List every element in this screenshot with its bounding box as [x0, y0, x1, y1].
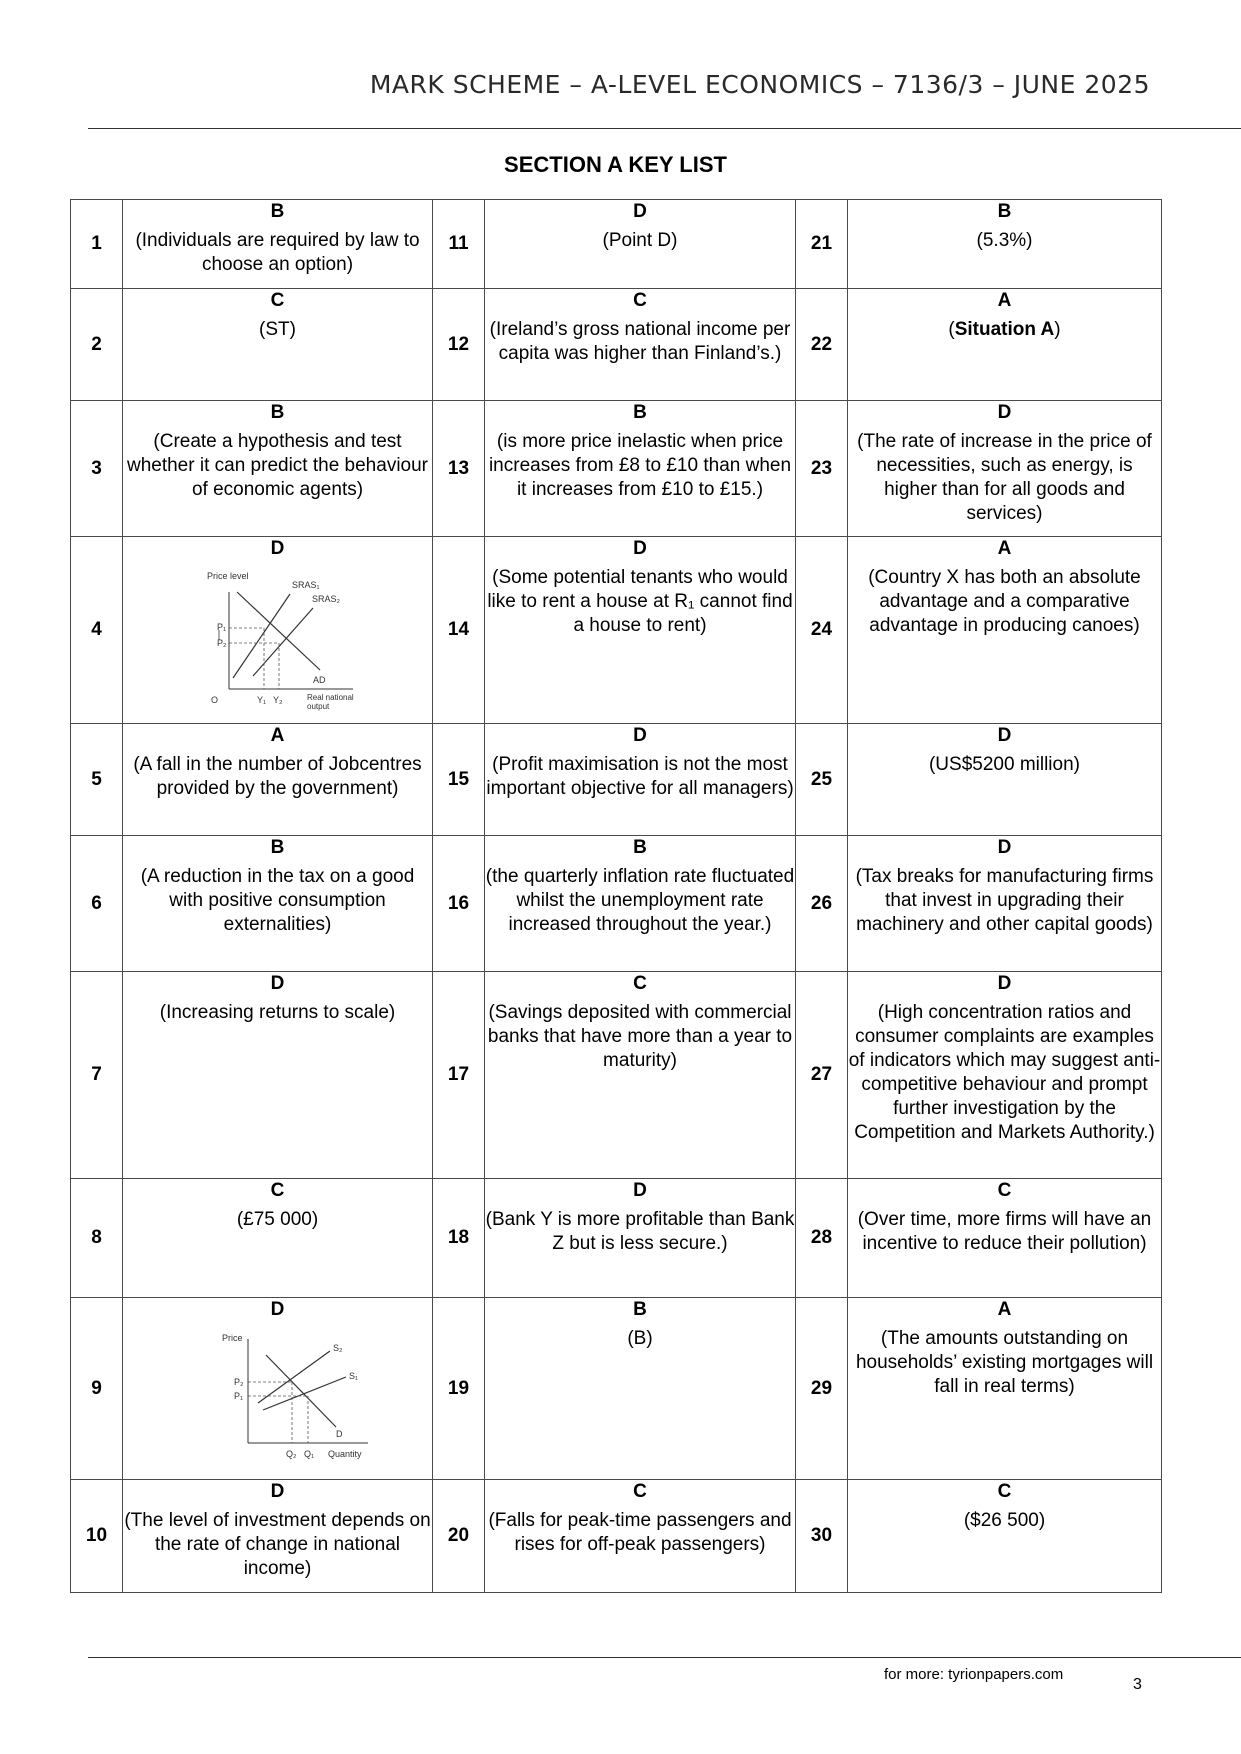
answer-cell	[848, 537, 1162, 724]
key-list-table	[70, 199, 1162, 1593]
diagram-x-axis-label: Quantity	[327, 1449, 362, 1459]
answer-explanation: (High concentration ratios and consumer complaints are examples of indicators which may suggest anti-competitive behaviour and prompt further investigation by the Competition and Markets Authority.)	[848, 1002, 1161, 1143]
q1-label: Q₁	[303, 1449, 314, 1459]
answer-letter: A	[997, 290, 1012, 311]
answer-letter: B	[270, 201, 285, 222]
question-number: 7	[71, 972, 123, 1179]
question-number: 28	[796, 1179, 848, 1298]
answer-letter: D	[633, 201, 647, 222]
question-number: 16	[433, 836, 485, 972]
answer-letter: B	[633, 1299, 647, 1320]
question-number: 19	[433, 1298, 485, 1480]
question-number: 12	[433, 289, 485, 401]
question-number: 26	[796, 836, 848, 972]
table-row	[71, 1298, 1162, 1480]
table-row	[71, 200, 1162, 289]
question-number: 30	[796, 1480, 848, 1593]
answer-letter: D	[997, 837, 1012, 858]
answer-explanation: (Ireland’s gross national income per capita was higher than Finland’s.)	[489, 319, 791, 364]
supply-demand-diagram	[178, 1327, 378, 1467]
answer-explanation: (A reduction in the tax on a good with positive consumption externalities)	[140, 866, 415, 935]
question-number: 20	[433, 1480, 485, 1593]
answer-explanation: (£75 000)	[236, 1209, 319, 1230]
answer-explanation: (Bank Y is more profitable than Bank Z but is less secure.)	[485, 1209, 795, 1254]
answer-cell	[485, 289, 796, 401]
answer-letter: D	[997, 973, 1012, 994]
diagram-y-axis-label: Price level	[206, 571, 249, 581]
answer-explanation: (ST)	[259, 319, 296, 340]
answer-letter: B	[270, 837, 285, 858]
question-number: 8	[71, 1179, 123, 1298]
answer-explanation: (US$5200 million)	[928, 754, 1080, 775]
p2-label: P₂	[216, 638, 226, 648]
sras2-label: SRAS₂	[311, 594, 340, 604]
question-number: 23	[796, 401, 848, 537]
answer-explanation: (Country X has both an absolute advantage and a comparative advantage in producing canoes)	[868, 567, 1141, 636]
answer-letter: B	[633, 837, 647, 858]
ad-sras-diagram	[173, 566, 383, 716]
p1-label: P₁	[216, 622, 226, 632]
question-number: 29	[796, 1298, 848, 1480]
table-row	[71, 401, 1162, 537]
answer-explanation: (Over time, more firms will have an incentive to reduce their pollution)	[857, 1209, 1152, 1254]
demand-curve	[266, 1355, 336, 1427]
answer-cell	[485, 1480, 796, 1593]
answer-explanation: (The amounts outstanding on households’ existing mortgages will fall in real terms)	[855, 1328, 1154, 1397]
ad-curve	[237, 592, 320, 670]
answer-explanation: (The rate of increase in the price of necessities, such as energy, is higher than for all goods and services)	[857, 431, 1152, 524]
question-number: 1	[71, 200, 123, 289]
answer-cell	[123, 1179, 433, 1298]
origin-label: O	[210, 695, 218, 705]
answer-explanation: (Profit maximisation is not the most important objective for all managers)	[486, 754, 794, 799]
answer-letter: D	[270, 538, 285, 559]
answer-cell	[485, 972, 796, 1179]
question-number: 18	[433, 1179, 485, 1298]
diagram-y-axis-label: Price	[221, 1333, 243, 1343]
answer-letter: C	[270, 290, 285, 311]
answer-letter: D	[633, 725, 647, 746]
answer-explanation: (B)	[627, 1328, 653, 1349]
answer-explanation: (5.3%)	[976, 230, 1033, 251]
answer-cell	[848, 1298, 1162, 1480]
answer-emphasis: Situation A	[954, 319, 1055, 340]
ad-label: AD	[312, 675, 326, 685]
s2-curve	[258, 1351, 330, 1403]
table-row	[71, 537, 1162, 724]
question-number: 2	[71, 289, 123, 401]
answer-letter: C	[633, 973, 647, 994]
answer-explanation: (Falls for peak-time passengers and rises for off-peak passengers)	[488, 1510, 792, 1555]
question-number: 17	[433, 972, 485, 1179]
answer-explanation: (Increasing returns to scale)	[159, 1002, 396, 1023]
answer-cell	[485, 1298, 796, 1480]
answer-cell	[123, 1480, 433, 1593]
answer-explanation: (is more price inelastic when price increases from £8 to £10 than when it increases from £10 to £15.)	[488, 431, 792, 500]
answer-cell	[123, 724, 433, 836]
answer-cell	[485, 401, 796, 537]
footer-rule	[88, 1657, 1241, 1658]
answer-explanation: (the quarterly inflation rate fluctuated whilst the unemployment rate increased throughout the year.)	[485, 866, 795, 935]
answer-cell	[123, 972, 433, 1179]
answer-cell	[485, 724, 796, 836]
answer-cell	[848, 1179, 1162, 1298]
answer-letter: D	[633, 538, 647, 559]
answer-cell	[848, 972, 1162, 1179]
answer-explanation: (Some potential tenants who would like to rent a house at R₁ cannot find a house to rent)	[487, 567, 793, 636]
answer-cell	[848, 289, 1162, 401]
running-header: MARK SCHEME – A-LEVEL ECONOMICS – 7136/3 – JUNE 2025	[369, 70, 1150, 99]
question-number: 5	[71, 724, 123, 836]
section-title: SECTION A KEY LIST	[504, 152, 727, 177]
table-row	[71, 972, 1162, 1179]
question-number: 4	[71, 537, 123, 724]
answer-letter: D	[270, 1481, 285, 1502]
answer-text: )	[1054, 319, 1061, 340]
answer-explanation: (Individuals are required by law to choose an option)	[135, 230, 420, 275]
answer-cell	[848, 200, 1162, 289]
s2-label: S₂	[332, 1343, 342, 1353]
answer-explanation: (The level of investment depends on the rate of change in national income)	[124, 1510, 431, 1579]
sras1-curve	[233, 594, 290, 678]
answer-letter: D	[997, 402, 1012, 423]
answer-cell	[123, 401, 433, 537]
question-number: 24	[796, 537, 848, 724]
answer-explanation: (Tax breaks for manufacturing firms that invest in upgrading their machinery and other capital goods)	[855, 866, 1154, 935]
question-number: 13	[433, 401, 485, 537]
sras2-curve	[253, 608, 313, 676]
answer-explanation: (Point D)	[602, 230, 678, 251]
question-number: 6	[71, 836, 123, 972]
question-number: 14	[433, 537, 485, 724]
answer-letter: C	[633, 290, 647, 311]
answer-cell	[123, 200, 433, 289]
answer-letter: C	[997, 1481, 1012, 1502]
answer-letter: A	[997, 1299, 1012, 1320]
answer-letter: B	[633, 402, 647, 423]
answer-letter: B	[997, 201, 1012, 222]
question-number: 27	[796, 972, 848, 1179]
answer-letter: D	[270, 1299, 285, 1320]
answer-explanation: (A fall in the number of Jobcentres provided by the government)	[133, 754, 422, 799]
y1-label: Y₁	[256, 695, 266, 705]
page-number: 3	[1133, 1676, 1142, 1693]
answer-letter: A	[997, 538, 1012, 559]
question-number: 15	[433, 724, 485, 836]
answer-cell	[485, 1179, 796, 1298]
answer-cell	[848, 401, 1162, 537]
table-row	[71, 1480, 1162, 1593]
answer-letter: D	[633, 1180, 647, 1201]
question-number: 11	[433, 200, 485, 289]
answer-cell	[485, 836, 796, 972]
footer-link: for more: tyrionpapers.com	[884, 1666, 1064, 1683]
answer-letter: A	[270, 725, 285, 746]
answer-letter: C	[997, 1180, 1012, 1201]
s1-label: S₁	[348, 1371, 358, 1381]
answer-cell	[848, 724, 1162, 836]
answer-letter: C	[270, 1180, 285, 1201]
answer-letter: D	[270, 973, 285, 994]
answer-cell	[123, 537, 433, 724]
answer-cell	[123, 1298, 433, 1480]
answer-cell	[485, 200, 796, 289]
question-number: 3	[71, 401, 123, 537]
answer-explanation: ($26 500)	[963, 1510, 1046, 1531]
answer-cell	[123, 836, 433, 972]
answer-cell	[848, 836, 1162, 972]
answer-cell	[848, 1480, 1162, 1593]
table-row	[71, 724, 1162, 836]
answer-explanation: (Create a hypothesis and test whether it can predict the behaviour of economic agents)	[126, 431, 428, 500]
y2-label: Y₂	[272, 695, 282, 705]
q2-label: Q₂	[285, 1449, 296, 1459]
question-number: 10	[71, 1480, 123, 1593]
table-row	[71, 289, 1162, 401]
question-number: 9	[71, 1298, 123, 1480]
table-row	[71, 1179, 1162, 1298]
header-rule	[88, 128, 1241, 129]
answer-letter: B	[270, 402, 285, 423]
question-number: 25	[796, 724, 848, 836]
answer-text: (	[948, 319, 955, 340]
answer-explanation: (Savings deposited with commercial banks that have more than a year to maturity)	[487, 1002, 793, 1071]
d-label: D	[335, 1429, 342, 1439]
answer-letter: C	[633, 1481, 647, 1502]
answer-letter: D	[997, 725, 1012, 746]
answer-cell	[123, 289, 433, 401]
answer-explanation	[848, 318, 1161, 342]
diagram-x-axis-label: Real national output	[306, 693, 354, 711]
answer-cell	[485, 537, 796, 724]
question-number: 22	[796, 289, 848, 401]
sras1-label: SRAS₁	[291, 580, 320, 590]
p2-label: P₂	[233, 1377, 243, 1387]
table-row	[71, 836, 1162, 972]
p1-label: P₁	[233, 1391, 243, 1401]
question-number: 21	[796, 200, 848, 289]
